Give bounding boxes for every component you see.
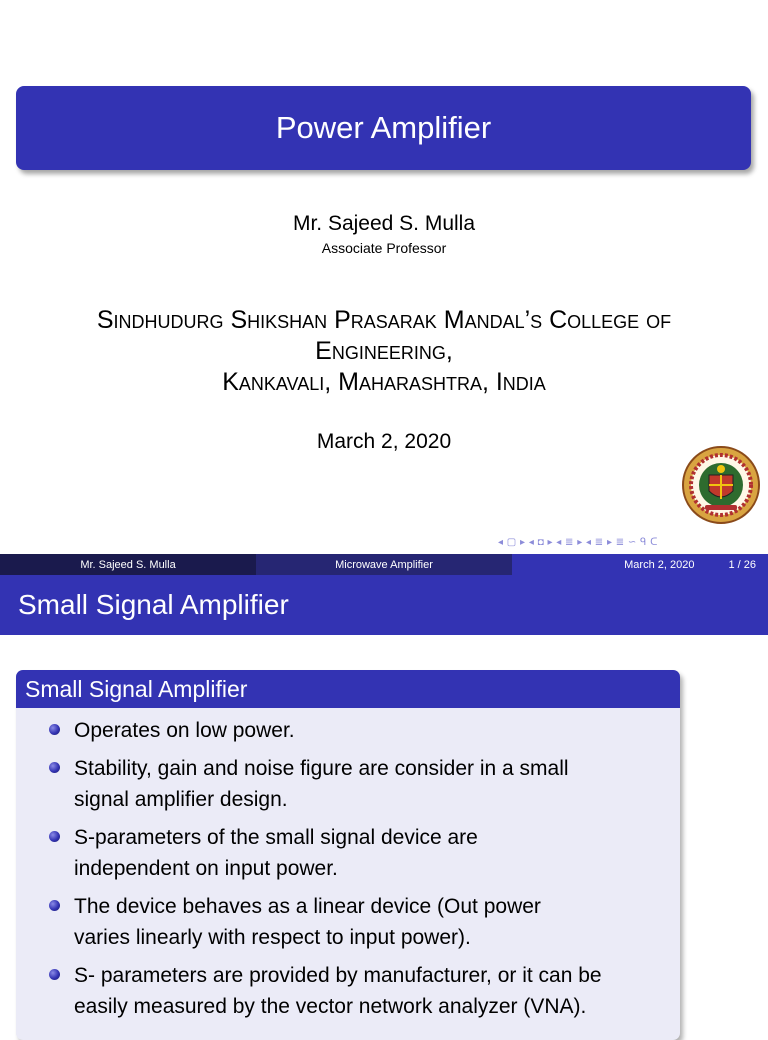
item-text-cont: independent on input power. [74,857,338,880]
item-text: S-parameters of the small signal device are [74,826,478,849]
item-text: The device behaves as a linear device (Out power [74,895,541,918]
footer-date: March 2, 2020 [624,558,695,571]
block-title: Small Signal Amplifier [16,670,680,708]
content-block [16,670,680,1040]
institute [40,305,728,398]
footer-title-section [256,554,512,575]
bullet-icon [49,831,60,842]
frame-title-bar [0,575,768,635]
bullet-icon [49,762,60,773]
presentation-title: Power Amplifier [275,110,492,145]
item-text-cont: varies linearly with respect to input power). [74,926,471,949]
presentation-date: March 2, 2020 [316,430,452,453]
institute-line-3: Kankavali, Maharashtra, India [222,368,546,396]
bullet-list [16,708,680,1022]
footer-short-title: Microwave Amplifier [335,558,433,571]
bullet-icon [49,969,60,980]
slide-footer [0,554,768,575]
beamer-navigation-icons[interactable]: ◂ ▢ ▸ ◂ ◘ ▸ ◂ ≣ ▸ ◂ ≣ ▸ ≣ ∽ ᑫ ᑕ [498,537,658,548]
list-item [74,715,660,746]
title-box [16,86,751,170]
footer-page-number: 1 / 26 [728,558,756,571]
item-text: Operates on low power. [74,719,295,742]
footer-author: Mr. Sajeed S. Mulla [80,558,176,571]
bullet-icon [49,900,60,911]
list-item [74,753,660,815]
bullet-icon [49,724,60,735]
list-item [74,822,660,884]
item-text: Stability, gain and noise figure are consider in a small [74,757,569,780]
author-name: Mr. Sajeed S. Mulla [292,212,476,235]
footer-date-section [512,554,768,575]
author-role: Associate Professor [321,240,447,256]
item-text-cont: signal amplifier design. [74,788,288,811]
college-seal-logo [681,445,761,525]
footer-author-section [0,554,256,575]
item-text: S- parameters are provided by manufacturer, or it can be [74,964,602,987]
item-text-cont: easily measured by the vector network analyzer (VNA). [74,995,587,1018]
institute-line-2: Engineering, [315,337,453,365]
list-item [74,891,660,953]
institute-line-1: Sindhudurg Shikshan Prasarak Mandal’s College of [96,306,672,334]
frame-title: Small Signal Amplifier [18,589,289,620]
list-item [74,960,660,1022]
